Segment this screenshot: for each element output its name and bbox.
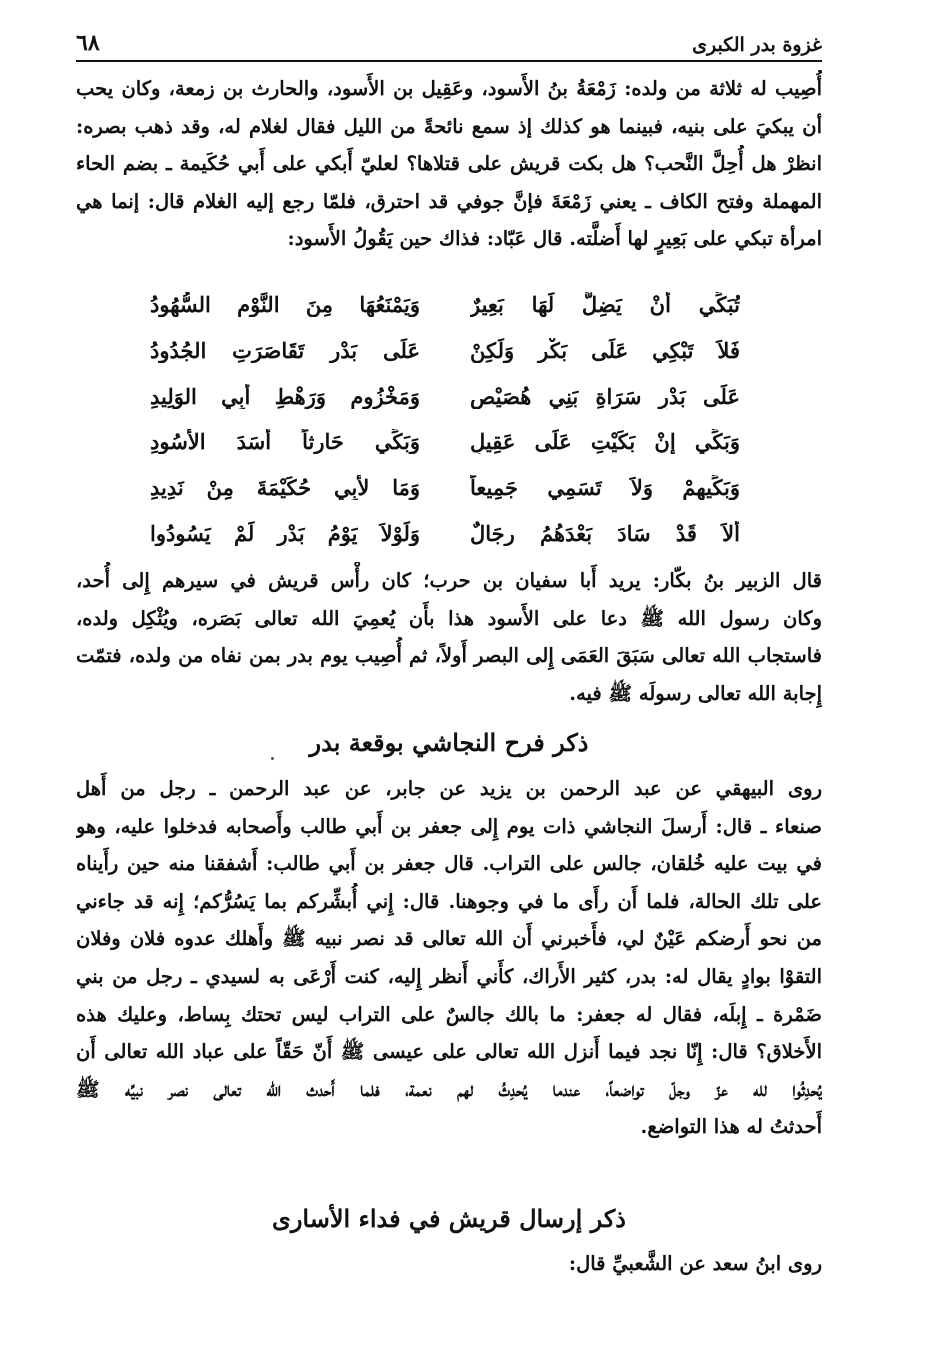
section-body: [76, 1245, 822, 1283]
text-line: يُحدِثُوا لله عزّ وجلّ تواضعاً، عندما يُحدِثُ لهم نعمة، فلما أَحدث الله تعالى نصر نبيِّه ﷺ: [76, 1077, 822, 1101]
section-heading: ذكر إرسال قريش في فداء الأسارى: [272, 1204, 626, 1233]
text-line: إِجابة الله تعالى رسولَه ﷺ فيه.: [569, 681, 822, 705]
text-line: روى البيهقي عن عبد الرحمن بن يزيد عن جابر، عن عبد الرحمن ـ رجل من أَهل: [76, 777, 822, 800]
text-line: صنعاء ـ قال: أَرسلَ النجاشي ذات يوم إِلى جعفر بن أَبي طالب وأَصحابه فدخلوا عليه، وهو: [76, 814, 822, 838]
verse-second-hemistich: وَيَمْنَعُهَا مِنَ النَّوْمِ السُّهُودُ: [150, 292, 420, 318]
running-title: غزوة بدر الكبرى: [692, 34, 822, 56]
text-line: روى ابنُ سعد عن الشَّعبيِّ قال:: [568, 1252, 822, 1275]
text-line: أن يبكيَ على بنيه، فبينما هو كذلك إذ سمع نائحةً من الليل فقال لغلام له، وقد ذهب بصره:: [76, 114, 822, 138]
text-line: وكان رسول الله ﷺ دعا على الأَسود هذا بأَن يُعمِيَ الله تعالى بَصَره، ويُثْكِل ولده،: [76, 606, 822, 630]
verse-second-hemistich: وَلَوْلاَ يَوْمُ بَدْرٍ لَمْ يَسُودُوا: [150, 520, 420, 546]
text-line: المهملة وفتح الكاف ـ يعني زَمْعَةَ فإنَّ جوفي قد احترق، فلمّا رجع إليه الغلام قال: إنما هي: [76, 189, 822, 213]
text-line: امرأة تبكي على بَعِيرٍ لها أَضلَّته. قال عَبّاد: فذاك حين يَقُولُ الأَسود:: [287, 227, 822, 251]
verse-first-hemistich: عَلَى بَدْرٍ سَرَاةِ بَنِي هُصَيْصٍ: [470, 383, 740, 409]
text-line: الأَخلاق؟ قال: إِنّا نجد فيما أَنزل الله تعالى على عيسى ﷺ أَنّ حَقّاً على عباد الله تعالى أَن: [76, 1040, 822, 1064]
verse-second-hemistich: وَمَخْزُومٍ وَرَهْطِ أَبِي الوَلِيدِ: [150, 383, 420, 409]
text-line: من نحو أَرضكم عَيْنٌ لي، فأَخبرني أَن الله تعالى قد نصر نبيه ﷺ وأَهلك عدوه فلان وفلان: [76, 927, 822, 951]
poem-verse: [150, 510, 740, 556]
poem-verse: [150, 328, 740, 374]
page-header: [76, 22, 822, 62]
text-line: أَحدثتُ له هذا التواضع.: [640, 1115, 822, 1139]
text-line: فاستجاب الله تعالى سَبَقَ العَمَى إِلى البصر أَولاً، ثم أُصِيب يوم بدر بمن نفاه من ولده، فتمّت: [76, 644, 822, 668]
text-line: في بيت عليه خُلقان، جالس على التراب. قال جعفر بن أَبي طالب: أَشفقنا منه حين رأَيناه: [76, 852, 822, 876]
commentary-paragraph: [76, 562, 822, 712]
poem-verse: [150, 419, 740, 465]
intro-paragraph: [76, 70, 822, 258]
section-body: [76, 770, 822, 1146]
ink-speck: [271, 757, 274, 760]
text-line: على تلك الحالة، فلما أَن رأَى ما في وجوهنا. قال: إِني أُبشِّركم بما يَسُرُّكم؛ إِنه قد جاءني: [76, 889, 822, 913]
verse-first-hemistich: أَلاَ قَدْ سَادَ بَعْدَهُمُ رِجَالٌ: [470, 520, 740, 546]
text-line: أُصِيب له ثلاثة من ولده: زَمْعَةُ بنُ الأَسود، وعَقِيل بن الأَسود، والحارث بن زمعة، وكان يحب: [76, 77, 822, 100]
poem: [150, 282, 740, 556]
verse-second-hemistich: وَبَكِّي حَارِثاً أَسَدَ الأُسُودِ: [150, 429, 420, 455]
verse-first-hemistich: وَبَكِّيهِمْ وَلاَ تَسَمِي جَمِيعاً: [470, 475, 740, 501]
poem-verse: [150, 282, 740, 328]
verse-first-hemistich: تُبَكِّي أَنْ يَضِلَّ لَهَا بَعِيرٌ: [470, 292, 740, 318]
verse-first-hemistich: وَبَكِّي إِنْ بَكَيْتِ عَلَى عَقِيلٍ: [470, 429, 740, 455]
text-line: التقوْا بوادٍ يقال له: بدر، كثير الأَراك، كأَني أَنظر إِليه، كنت أَرْعَى به لسيدي ـ رجل من بني: [76, 964, 822, 988]
page-number: ٦٨: [76, 30, 100, 56]
text-line: انظرْ هل أُحِلَّ النَّحب؟ هل بكت قريش على قتلاها؟ لعليّ أَبكي على أَبي حُكَيمة ـ بضم الحاء: [76, 152, 822, 176]
verse-first-hemistich: فَلاَ تَبْكِي عَلَى بَكْرٍ وَلَكِنْ: [470, 338, 740, 364]
verse-second-hemistich: وَمَا لأَبِي حُكَيْمَةَ مِنْ نَدِيدِ: [150, 475, 420, 501]
poem-verse: [150, 465, 740, 511]
text-line: ضَمْرة ـ إِبلَه، فقال له جعفر: ما بالك جالسٌ على التراب ليس تحتك بِساط، وعليك هذه: [76, 1002, 822, 1026]
text-line: قال الزبير بنُ بكّار: يريد أَبا سفيان بن حرب؛ كان رأْس قريش في سيرهم إِلى أُحد،: [76, 569, 822, 592]
poem-verse: [150, 373, 740, 419]
section-heading: ذكر فرح النجاشي بوقعة بدر: [309, 728, 589, 757]
verse-second-hemistich: عَلَى بَدْرٍ تَقَاصَرَتِ الجُدُودُ: [150, 338, 420, 364]
